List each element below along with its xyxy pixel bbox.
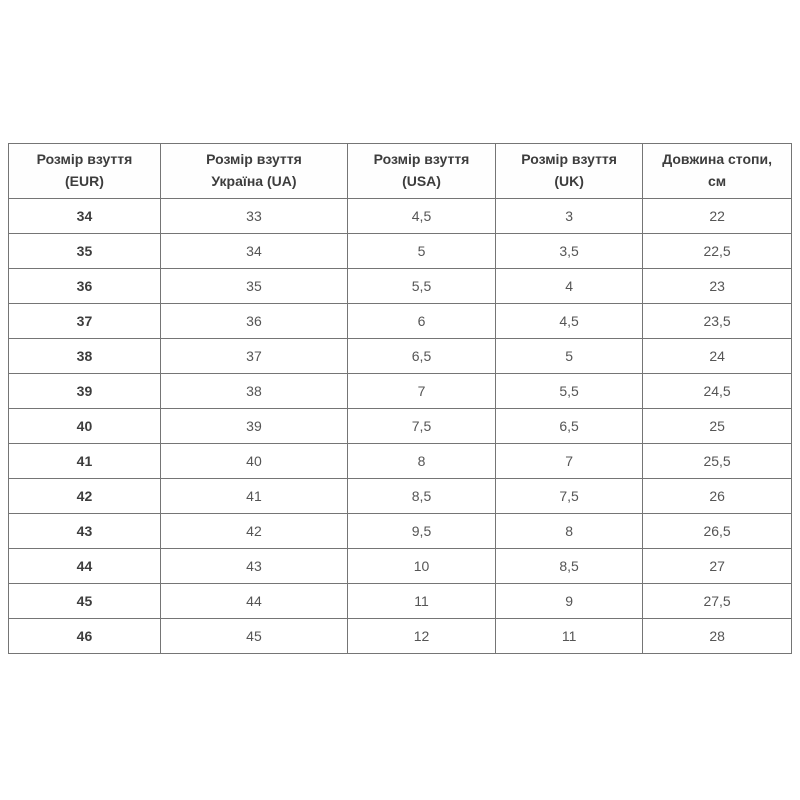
size-cell: 25 <box>643 409 792 444</box>
size-cell: 38 <box>160 374 347 409</box>
size-cell: 27,5 <box>643 584 792 619</box>
size-cell: 5 <box>496 339 643 374</box>
size-cell: 5 <box>348 234 496 269</box>
table-row <box>9 444 792 479</box>
column-header-2 <box>348 144 496 199</box>
column-header-3 <box>496 144 643 199</box>
size-cell: 33 <box>160 199 347 234</box>
table-row <box>9 514 792 549</box>
size-cell: 7 <box>348 374 496 409</box>
size-cell: 25,5 <box>643 444 792 479</box>
column-header-line1: Розмір взуття <box>36 151 133 168</box>
size-cell: 6,5 <box>496 409 643 444</box>
size-cell: 44 <box>160 584 347 619</box>
size-cell: 8,5 <box>348 479 496 514</box>
eur-size-cell: 35 <box>9 234 161 269</box>
size-cell: 9 <box>496 584 643 619</box>
table-row <box>9 619 792 654</box>
size-cell: 6,5 <box>348 339 496 374</box>
size-cell: 5,5 <box>348 269 496 304</box>
column-header-line1: Довжина стопи, <box>662 151 772 168</box>
size-cell: 34 <box>160 234 347 269</box>
size-cell: 23,5 <box>643 304 792 339</box>
column-header-line2: (USA) <box>402 173 441 189</box>
shoe-size-conversion-table <box>8 143 792 654</box>
table-row <box>9 479 792 514</box>
size-cell: 4,5 <box>348 199 496 234</box>
size-cell: 6 <box>348 304 496 339</box>
size-cell: 10 <box>348 549 496 584</box>
table-row <box>9 269 792 304</box>
size-cell: 43 <box>160 549 347 584</box>
table-row <box>9 409 792 444</box>
eur-size-cell: 42 <box>9 479 161 514</box>
table-row <box>9 374 792 409</box>
column-header-line2: см <box>708 173 727 189</box>
size-cell: 27 <box>643 549 792 584</box>
column-header-1 <box>160 144 347 199</box>
table-row <box>9 584 792 619</box>
header-row <box>9 144 792 199</box>
size-cell: 3 <box>496 199 643 234</box>
eur-size-cell: 40 <box>9 409 161 444</box>
size-cell: 8,5 <box>496 549 643 584</box>
table-row <box>9 199 792 234</box>
column-header-line2: (UK) <box>554 173 584 189</box>
size-cell: 5,5 <box>496 374 643 409</box>
size-cell: 40 <box>160 444 347 479</box>
table-body <box>9 199 792 654</box>
table-row <box>9 304 792 339</box>
size-cell: 7,5 <box>348 409 496 444</box>
eur-size-cell: 37 <box>9 304 161 339</box>
size-cell: 28 <box>643 619 792 654</box>
size-cell: 24,5 <box>643 374 792 409</box>
size-cell: 24 <box>643 339 792 374</box>
table-row <box>9 339 792 374</box>
size-cell: 26,5 <box>643 514 792 549</box>
table-head <box>9 144 792 199</box>
size-cell: 7,5 <box>496 479 643 514</box>
eur-size-cell: 39 <box>9 374 161 409</box>
eur-size-cell: 44 <box>9 549 161 584</box>
table-row <box>9 549 792 584</box>
column-header-4 <box>643 144 792 199</box>
size-cell: 39 <box>160 409 347 444</box>
size-cell: 11 <box>348 584 496 619</box>
table-row <box>9 234 792 269</box>
size-cell: 7 <box>496 444 643 479</box>
size-cell: 35 <box>160 269 347 304</box>
eur-size-cell: 46 <box>9 619 161 654</box>
size-cell: 23 <box>643 269 792 304</box>
column-header-line2: (EUR) <box>65 173 104 189</box>
eur-size-cell: 41 <box>9 444 161 479</box>
column-header-line1: Розмір взуття <box>521 151 617 168</box>
eur-size-cell: 34 <box>9 199 161 234</box>
size-cell: 4,5 <box>496 304 643 339</box>
column-header-0 <box>9 144 161 199</box>
size-cell: 42 <box>160 514 347 549</box>
size-cell: 22 <box>643 199 792 234</box>
size-cell: 45 <box>160 619 347 654</box>
size-cell: 37 <box>160 339 347 374</box>
size-cell: 4 <box>496 269 643 304</box>
size-cell: 3,5 <box>496 234 643 269</box>
eur-size-cell: 43 <box>9 514 161 549</box>
size-cell: 26 <box>643 479 792 514</box>
size-cell: 9,5 <box>348 514 496 549</box>
eur-size-cell: 36 <box>9 269 161 304</box>
column-header-line1: Розмір взуття <box>206 151 302 168</box>
eur-size-cell: 45 <box>9 584 161 619</box>
size-cell: 36 <box>160 304 347 339</box>
column-header-line1: Розмір взуття <box>373 151 470 168</box>
size-cell: 41 <box>160 479 347 514</box>
eur-size-cell: 38 <box>9 339 161 374</box>
size-cell: 22,5 <box>643 234 792 269</box>
size-cell: 12 <box>348 619 496 654</box>
size-cell: 8 <box>348 444 496 479</box>
size-cell: 8 <box>496 514 643 549</box>
column-header-line2: Україна (UA) <box>211 173 297 189</box>
size-cell: 11 <box>496 619 643 654</box>
